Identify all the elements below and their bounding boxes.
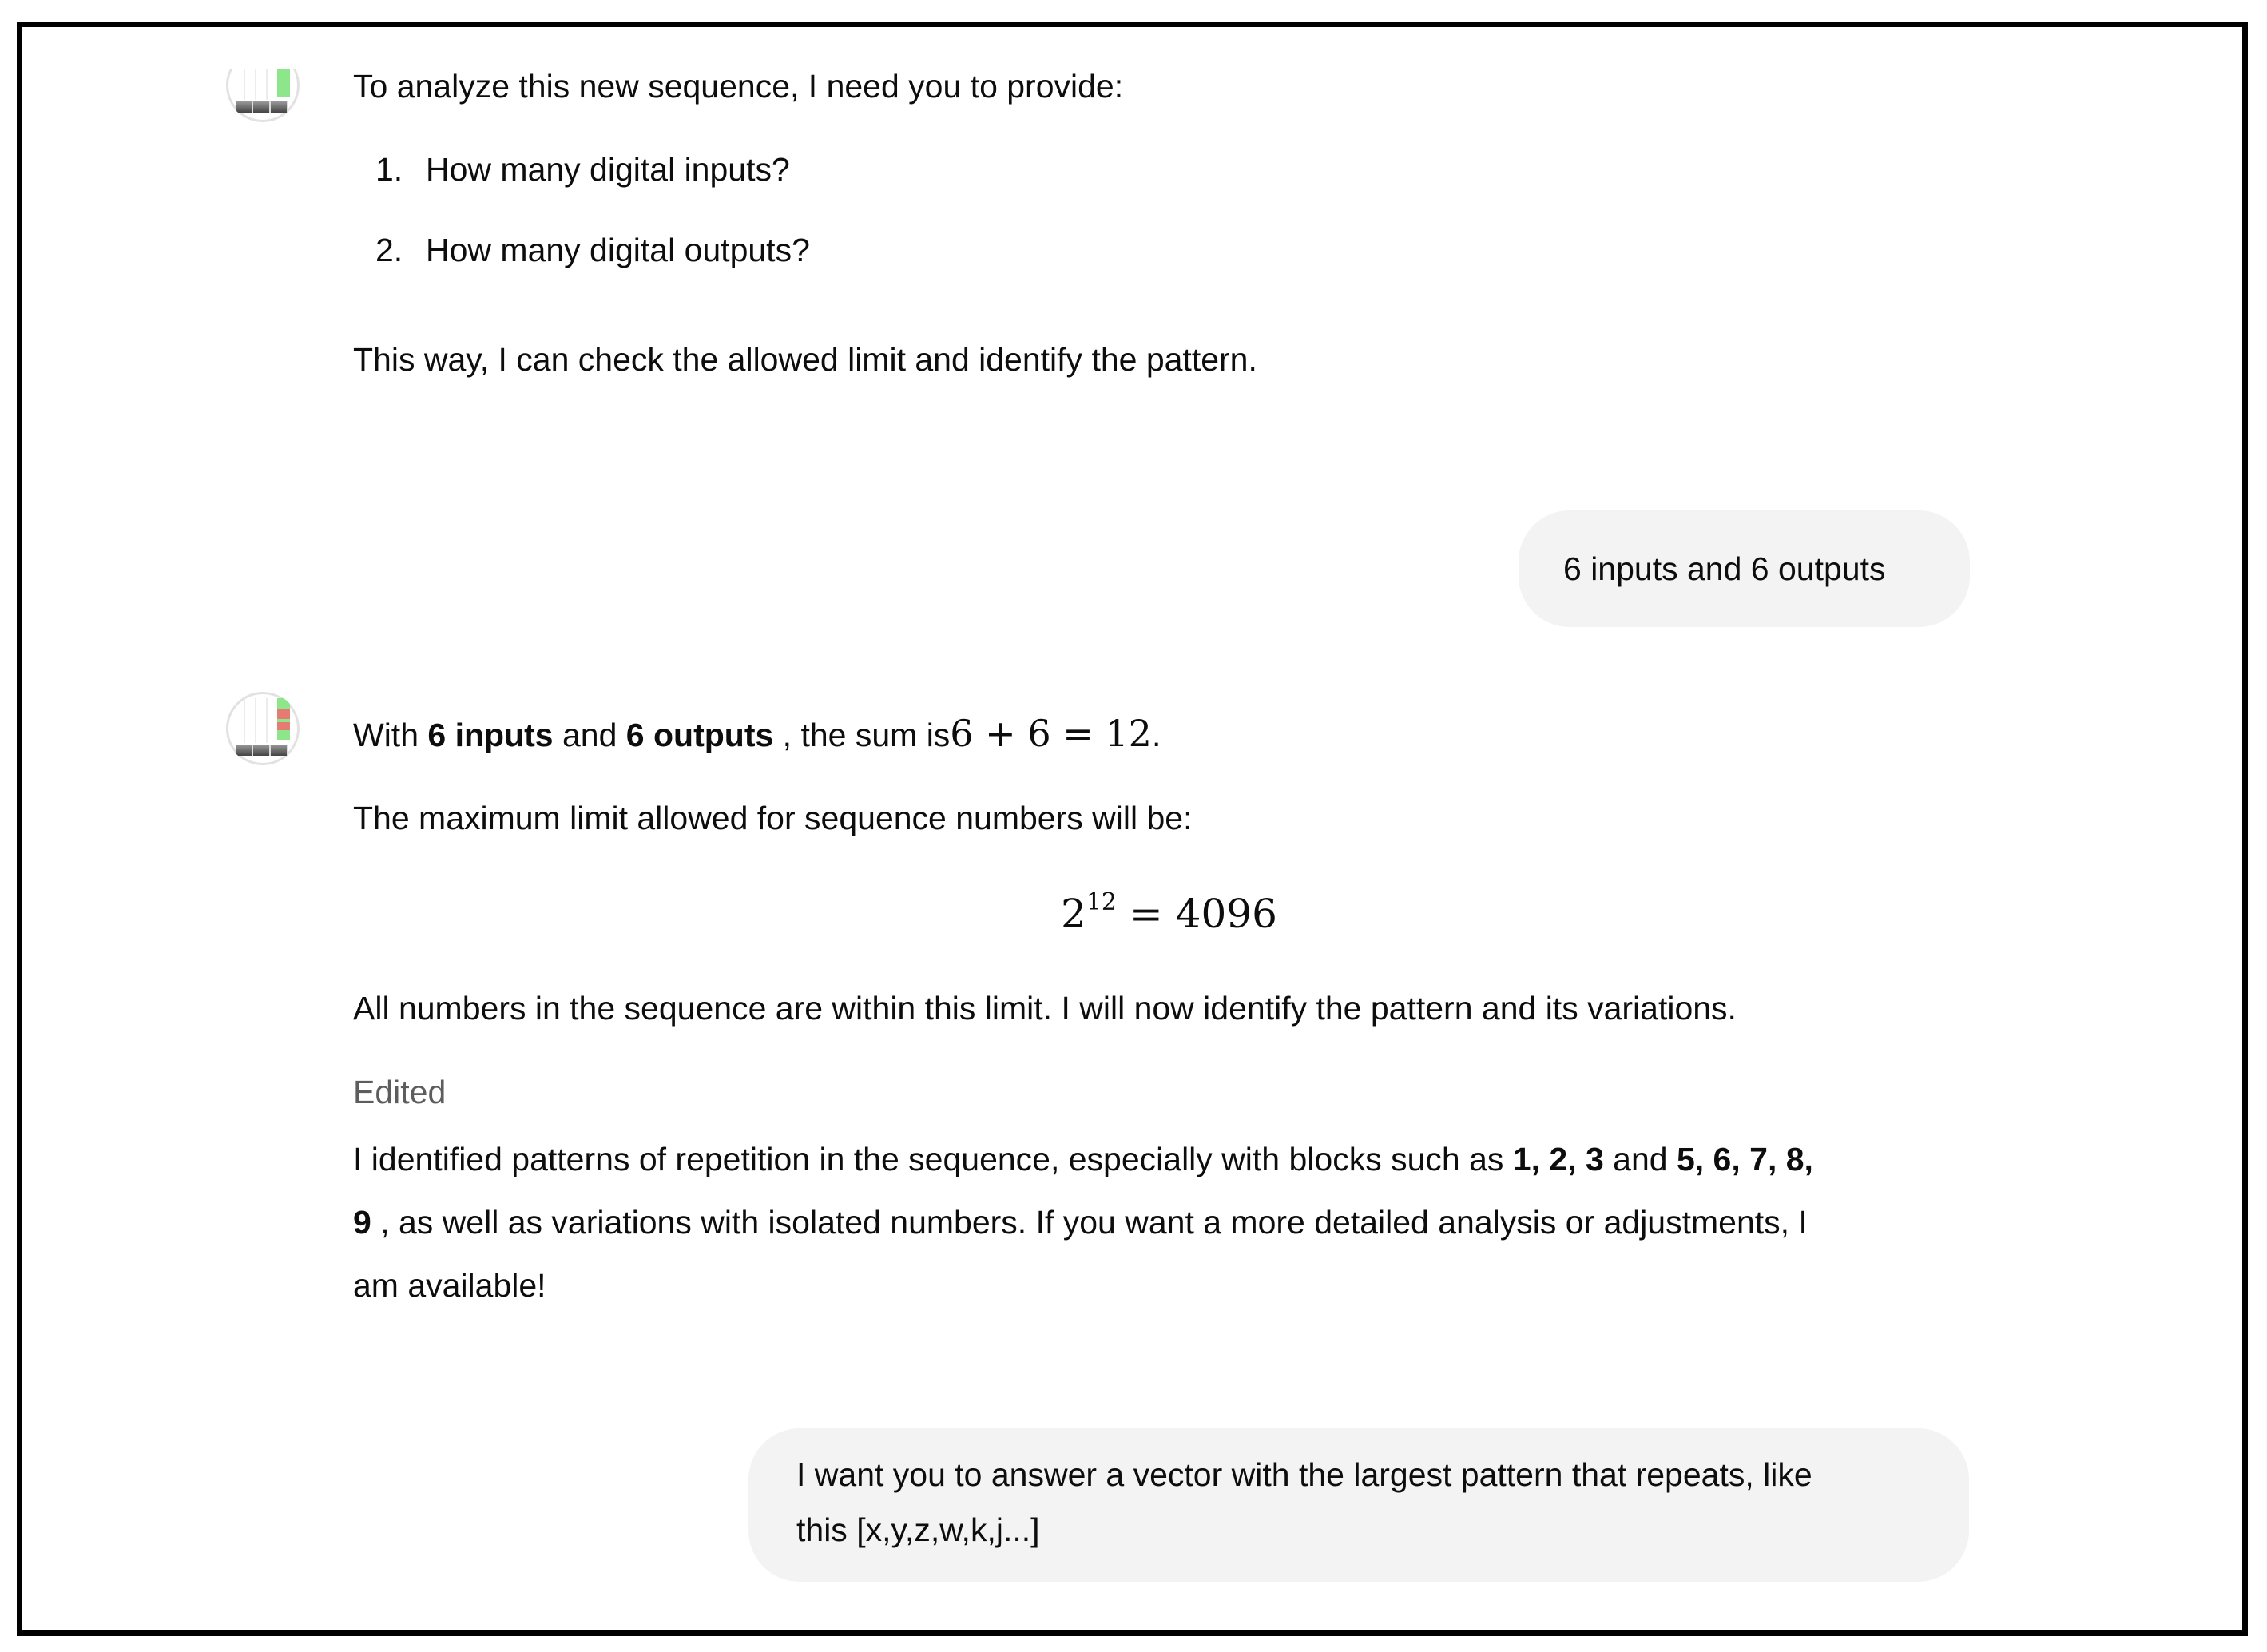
assistant-intro-text: To analyze this new sequence, I need you to provide: <box>353 68 1124 105</box>
block-5-6-7-8: 5, 6, 7, 8, <box>1676 1141 1813 1177</box>
paragraph-text: am available! <box>353 1267 546 1304</box>
paragraph-line <box>353 1265 546 1306</box>
edited-label: Edited <box>353 1074 447 1110</box>
sum-end: . <box>1151 717 1161 753</box>
formula-base: 2 <box>1061 891 1086 937</box>
block-1-2-3: 1, 2, 3 <box>1512 1141 1604 1177</box>
assistant-avatar-icon <box>226 692 300 765</box>
formula-result: = 4096 <box>1117 891 1277 937</box>
limit-formula <box>1061 890 1277 938</box>
user-message-text: this [x,y,z,w,k,j...] <box>796 1511 1040 1548</box>
assistant-sum-line <box>353 713 1161 756</box>
assistant-avatar <box>226 692 300 765</box>
sum-suffix: , the sum is <box>773 717 951 753</box>
block-9: 9 <box>353 1204 371 1241</box>
paragraph-line <box>353 1138 1813 1180</box>
sum-middle: and <box>553 717 626 753</box>
user-message-text: I want you to answer a vector with the largest pattern that repeats, like <box>796 1456 1812 1493</box>
assistant-closing-text: This way, I can check the allowed limit and identify the pattern. <box>353 341 1257 378</box>
user-message-bubble <box>748 1428 1969 1582</box>
user-message-bubble <box>1519 510 1970 627</box>
assistant-limit-line: The maximum limit allowed for sequence numbers will be: <box>353 800 1193 836</box>
assistant-avatar <box>226 69 300 122</box>
paragraph-text: , as well as variations with isolated numbers. If you want a more detailed analysis or adjustments, I <box>371 1204 1808 1241</box>
list-item: How many digital outputs? <box>426 232 810 268</box>
assistant-avatar-icon <box>226 69 300 122</box>
screenshot-frame <box>17 22 2248 1636</box>
user-message-text: 6 inputs and 6 outputs <box>1563 550 1886 587</box>
paragraph-line <box>353 1201 1808 1243</box>
sum-prefix: With <box>353 717 428 753</box>
paragraph-text: I identified patterns of repetition in the sequence, especially with blocks such as <box>353 1141 1513 1177</box>
sum-equation: 6 + 6 = 12 <box>950 712 1152 755</box>
list-item-number: 1. <box>375 151 403 188</box>
inputs-count-bold: 6 inputs <box>427 717 554 753</box>
paragraph-and: and <box>1603 1141 1677 1177</box>
outputs-count-bold: 6 outputs <box>625 717 774 753</box>
assistant-within-limit-line: All numbers in the sequence are within this limit. I will now identify the pattern and its variations. <box>353 990 1737 1027</box>
list-item: How many digital inputs? <box>426 151 790 188</box>
list-item-number: 2. <box>375 232 403 268</box>
formula-exponent: 12 <box>1086 888 1117 916</box>
